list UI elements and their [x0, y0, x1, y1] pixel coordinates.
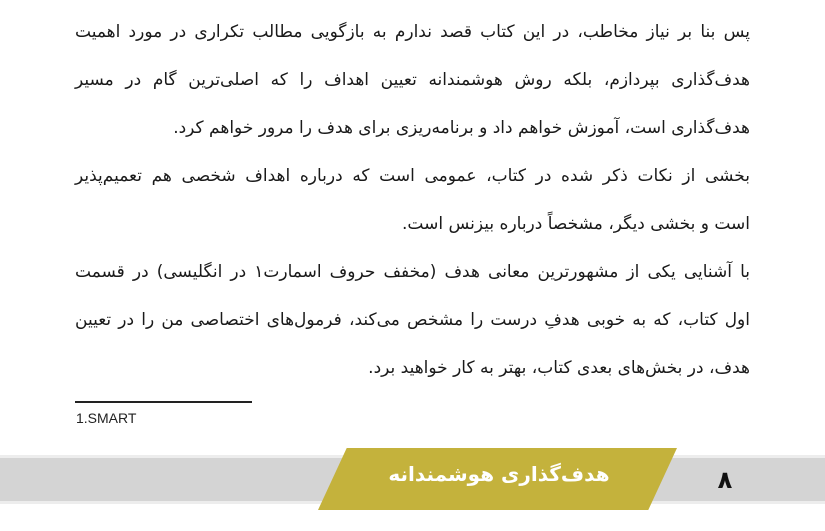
- page-number: ۸: [717, 466, 733, 494]
- text-line: پس بنا بر نیاز مخاطب، در این کتاب قصد ندارم به بازگویی مطالب تکراری در مورد اهمیت: [75, 22, 750, 42]
- text-line: با آشنایی یکی از مشهورترین معانی هدف (مخفف حروف اسمارت۱ در انگلیسی) در قسمت: [75, 262, 750, 282]
- paragraph-2: [75, 152, 750, 248]
- text-line: بخشی از نکات ذکر شده در کتاب، عمومی است که درباره اهداف شخصی هم تعمیم‌پذیر: [75, 166, 750, 186]
- text-line: اول کتاب، که به خوبی هدفِ درست را مشخص می‌کند، فرمول‌های اختصاصی من را در تعیین: [75, 310, 750, 330]
- paragraph-3: [75, 248, 750, 389]
- text-line: است و بخشی دیگر، مشخصاً درباره بیزنس است.: [402, 214, 750, 234]
- book-title: هدف‌گذاری هوشمندانه: [388, 462, 610, 486]
- text-line: هدف‌گذاری است، آموزش خواهم داد و برنامه‌ریزی برای هدف را مرور خواهم کرد.: [173, 118, 750, 138]
- text-line: هدف، در بخش‌های بعدی کتاب، بهتر به کار خواهید برد.: [368, 358, 750, 378]
- paragraph-1: [75, 8, 750, 152]
- footnote-divider: [75, 401, 252, 403]
- footnote-text: 1.SMART: [76, 410, 137, 426]
- body-text: [75, 8, 750, 389]
- text-line: هدف‌گذاری بپردازم، بلکه روش هوشمندانه تعیین اهداف را که اصلی‌ترین گام در مسیر: [75, 70, 750, 90]
